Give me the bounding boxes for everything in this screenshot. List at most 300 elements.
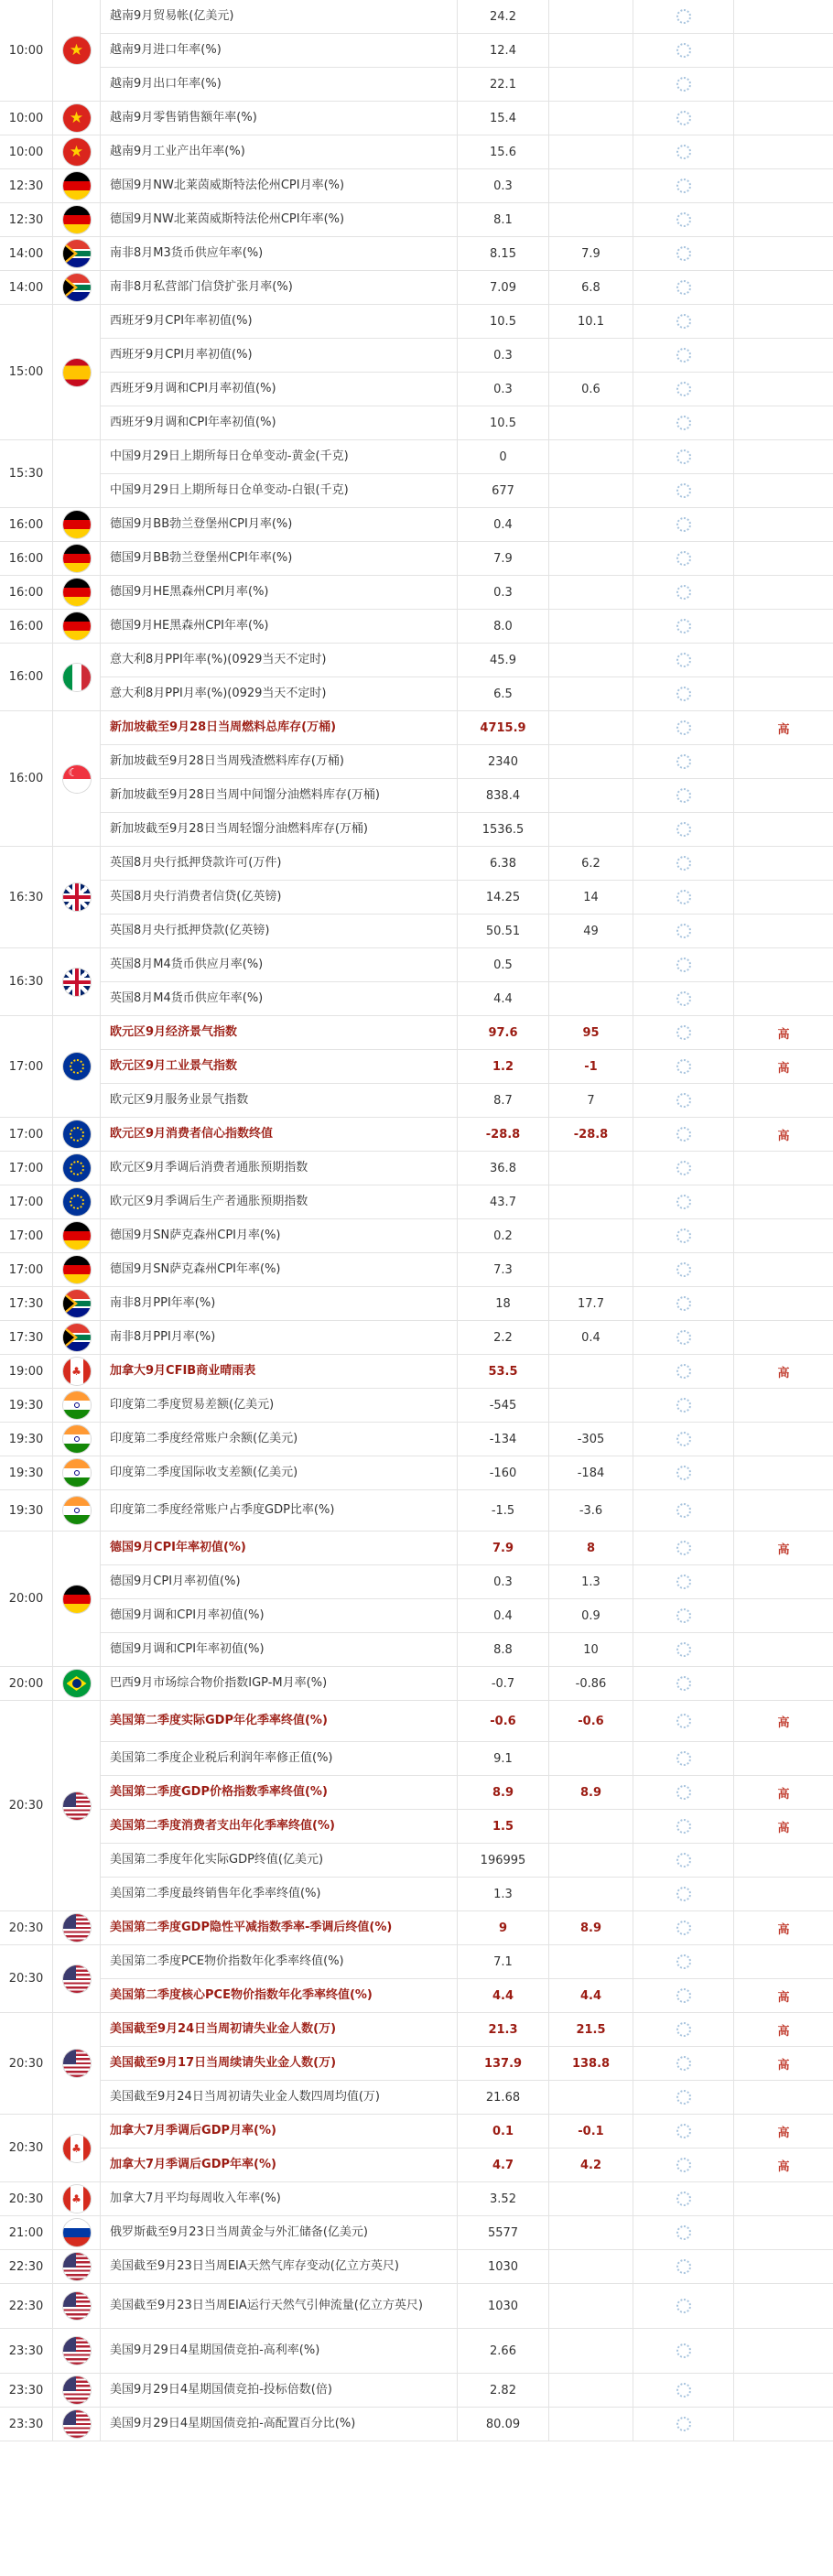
loading-spinner-icon bbox=[676, 2299, 691, 2313]
forecast-value bbox=[549, 474, 633, 507]
loading-spinner-icon bbox=[676, 754, 691, 769]
importance-label bbox=[734, 271, 833, 304]
indicator-row[interactable] bbox=[101, 880, 833, 914]
indicator-row[interactable] bbox=[101, 610, 833, 643]
indicator-name[interactable]: 美国截至9月17日当周续请失业金人数(万) bbox=[101, 2047, 458, 2080]
actual-value bbox=[633, 711, 734, 744]
indicator-name[interactable]: 印度第二季度经常账户余额(亿美元) bbox=[101, 1423, 458, 1456]
indicator-name[interactable]: 西班牙9月CPI年率初值(%) bbox=[101, 305, 458, 338]
loading-spinner-icon bbox=[676, 1262, 691, 1277]
indicator-name[interactable]: 越南9月进口年率(%) bbox=[101, 34, 458, 67]
event-group bbox=[0, 1423, 833, 1456]
event-time: 14:00 bbox=[0, 271, 53, 304]
indicator-name[interactable]: 西班牙9月调和CPI月率初值(%) bbox=[101, 373, 458, 406]
indicator-row[interactable] bbox=[101, 778, 833, 812]
indicator-row[interactable] bbox=[101, 948, 833, 981]
loading-spinner-icon bbox=[676, 1161, 691, 1175]
indicator-name[interactable]: 西班牙9月CPI月率初值(%) bbox=[101, 339, 458, 372]
flag-germany-icon bbox=[63, 579, 91, 606]
indicator-name[interactable]: 德国9月BB勃兰登堡州CPI年率(%) bbox=[101, 542, 458, 575]
indicator-name[interactable]: 欧元区9月经济景气指数 bbox=[101, 1016, 458, 1049]
indicator-row[interactable] bbox=[101, 1667, 833, 1700]
country-flag-cell bbox=[53, 1321, 101, 1354]
indicator-name[interactable]: 美国9月29日4星期国债竞拍-高配置百分比(%) bbox=[101, 2408, 458, 2441]
previous-value: 0.3 bbox=[458, 169, 549, 202]
forecast-value bbox=[549, 2081, 633, 2114]
indicator-row[interactable] bbox=[101, 711, 833, 744]
country-flag-cell bbox=[53, 847, 101, 947]
indicator-row[interactable] bbox=[101, 2080, 833, 2114]
indicator-name[interactable]: 印度第二季度贸易差额(亿美元) bbox=[101, 1389, 458, 1422]
event-time: 20:00 bbox=[0, 1667, 53, 1700]
indicator-name[interactable]: 美国第二季度PCE物价指数年化季率终值(%) bbox=[101, 1945, 458, 1978]
indicator-row[interactable] bbox=[101, 676, 833, 710]
importance-label bbox=[734, 779, 833, 812]
forecast-value bbox=[549, 440, 633, 473]
country-flag-cell bbox=[53, 1423, 101, 1456]
indicator-row[interactable] bbox=[101, 1083, 833, 1117]
indicator-name[interactable]: 英国8月M4货币供应年率(%) bbox=[101, 982, 458, 1015]
indicator-name[interactable]: 德国9月BB勃兰登堡州CPI月率(%) bbox=[101, 508, 458, 541]
previous-value: 1030 bbox=[458, 2284, 549, 2328]
loading-spinner-icon bbox=[676, 2124, 691, 2138]
previous-value: 12.4 bbox=[458, 34, 549, 67]
loading-spinner-icon bbox=[676, 1398, 691, 1412]
indicator-row[interactable] bbox=[101, 67, 833, 101]
indicator-name[interactable]: 西班牙9月调和CPI年率初值(%) bbox=[101, 406, 458, 439]
previous-value: 7.9 bbox=[458, 1532, 549, 1564]
forecast-value bbox=[549, 1152, 633, 1185]
previous-value: 0.3 bbox=[458, 373, 549, 406]
indicator-row[interactable] bbox=[101, 1389, 833, 1422]
event-group bbox=[0, 948, 833, 1016]
indicator-row[interactable] bbox=[101, 542, 833, 575]
actual-value bbox=[633, 1532, 734, 1564]
event-time: 16:30 bbox=[0, 948, 53, 1015]
importance-label bbox=[734, 745, 833, 778]
indicator-row[interactable] bbox=[101, 1490, 833, 1531]
indicator-name[interactable]: 德国9月调和CPI月率初值(%) bbox=[101, 1599, 458, 1632]
actual-value bbox=[633, 1321, 734, 1354]
event-group bbox=[0, 2182, 833, 2216]
importance-label: 高 bbox=[777, 1542, 790, 1557]
flag-usa-icon bbox=[63, 1914, 91, 1942]
indicator-name[interactable]: 美国第二季度GDP隐性平减指数季率-季调后终值(%) bbox=[101, 1911, 458, 1944]
indicator-name[interactable]: 中国9月29日上期所每日仓单变动-白银(千克) bbox=[101, 474, 458, 507]
indicator-row[interactable] bbox=[101, 2046, 833, 2080]
indicator-name[interactable]: 中国9月29日上期所每日仓单变动-黄金(千克) bbox=[101, 440, 458, 473]
indicator-row[interactable] bbox=[101, 1877, 833, 1910]
indicator-row[interactable] bbox=[101, 576, 833, 609]
event-group bbox=[0, 1321, 833, 1355]
indicator-row[interactable] bbox=[101, 473, 833, 507]
importance-label bbox=[734, 1878, 833, 1910]
loading-spinner-icon bbox=[676, 2259, 691, 2274]
indicator-row[interactable] bbox=[101, 1152, 833, 1185]
flag-germany-icon bbox=[63, 1222, 91, 1250]
indicator-row[interactable] bbox=[101, 33, 833, 67]
event-time: 22:30 bbox=[0, 2250, 53, 2283]
indicator-row[interactable] bbox=[101, 1118, 833, 1151]
indicator-row[interactable] bbox=[101, 2148, 833, 2181]
indicator-name[interactable]: 越南9月贸易帐(亿美元) bbox=[101, 0, 458, 33]
previous-value: 8.0 bbox=[458, 610, 549, 643]
indicator-name[interactable]: 德国9月NW北莱茵威斯特法伦州CPI年率(%) bbox=[101, 203, 458, 236]
event-group bbox=[0, 1287, 833, 1321]
indicator-name[interactable]: 德国9月HE黑森州CPI月率(%) bbox=[101, 576, 458, 609]
indicator-row[interactable] bbox=[101, 812, 833, 846]
loading-spinner-icon bbox=[676, 2343, 691, 2358]
importance-label bbox=[734, 135, 833, 168]
indicator-name[interactable]: 德国9月NW北莱茵威斯特法伦州CPI月率(%) bbox=[101, 169, 458, 202]
importance-label bbox=[734, 644, 833, 676]
loading-spinner-icon bbox=[676, 720, 691, 735]
country-flag-cell bbox=[53, 440, 101, 507]
event-group bbox=[0, 2115, 833, 2182]
loading-spinner-icon bbox=[676, 2158, 691, 2172]
importance-label bbox=[734, 915, 833, 947]
importance-label bbox=[734, 440, 833, 473]
indicator-row[interactable] bbox=[101, 1423, 833, 1456]
event-group bbox=[0, 1118, 833, 1152]
actual-value bbox=[633, 576, 734, 609]
indicator-name[interactable]: 越南9月工业产出年率(%) bbox=[101, 135, 458, 168]
indicator-row[interactable] bbox=[101, 237, 833, 270]
importance-label: 高 bbox=[777, 1061, 790, 1076]
actual-value bbox=[633, 1911, 734, 1944]
event-time: 20:30 bbox=[0, 2013, 53, 2114]
forecast-value bbox=[549, 203, 633, 236]
flag-germany-icon bbox=[63, 1586, 91, 1613]
event-group bbox=[0, 2408, 833, 2441]
actual-value bbox=[633, 0, 734, 33]
loading-spinner-icon bbox=[676, 246, 691, 261]
indicator-name[interactable]: 英国8月央行抵押贷款许可(万件) bbox=[101, 847, 458, 880]
indicator-name[interactable]: 南非8月M3货币供应年率(%) bbox=[101, 237, 458, 270]
indicator-name[interactable]: 英国8月央行消费者信贷(亿英镑) bbox=[101, 881, 458, 914]
indicator-row[interactable] bbox=[101, 1741, 833, 1775]
loading-spinner-icon bbox=[676, 449, 691, 464]
previous-value: 22.1 bbox=[458, 68, 549, 101]
indicator-name[interactable]: 德国9月SN萨克森州CPI年率(%) bbox=[101, 1253, 458, 1286]
forecast-value: 0.9 bbox=[549, 1599, 633, 1632]
indicator-row[interactable] bbox=[101, 338, 833, 372]
indicator-row[interactable] bbox=[101, 981, 833, 1015]
indicator-row[interactable] bbox=[101, 2216, 833, 2249]
previous-value: 10.5 bbox=[458, 305, 549, 338]
indicator-row[interactable] bbox=[101, 1945, 833, 1978]
country-flag-cell bbox=[53, 1389, 101, 1422]
loading-spinner-icon bbox=[676, 1466, 691, 1480]
forecast-value bbox=[549, 813, 633, 846]
event-time: 16:00 bbox=[0, 576, 53, 609]
previous-value: 24.2 bbox=[458, 0, 549, 33]
indicator-row[interactable] bbox=[101, 508, 833, 541]
indicator-row[interactable] bbox=[101, 1185, 833, 1218]
actual-value bbox=[633, 1355, 734, 1388]
indicator-row[interactable] bbox=[101, 169, 833, 202]
indicator-name[interactable]: 加拿大7月季调后GDP年率(%) bbox=[101, 2148, 458, 2181]
country-flag-cell bbox=[53, 1456, 101, 1489]
indicator-row[interactable] bbox=[101, 1049, 833, 1083]
indicator-row[interactable] bbox=[101, 1016, 833, 1049]
event-time: 20:30 bbox=[0, 1701, 53, 1910]
loading-spinner-icon bbox=[676, 2225, 691, 2240]
importance-label bbox=[734, 1456, 833, 1489]
forecast-value: 0.4 bbox=[549, 1321, 633, 1354]
indicator-name[interactable]: 南非8月PPI月率(%) bbox=[101, 1321, 458, 1354]
flag-germany-icon bbox=[63, 172, 91, 200]
event-time: 19:30 bbox=[0, 1490, 53, 1531]
indicator-name[interactable]: 美国第二季度企业税后利润年率修正值(%) bbox=[101, 1742, 458, 1775]
flag-spain-icon bbox=[63, 359, 91, 386]
event-group bbox=[0, 610, 833, 644]
indicator-name[interactable]: 加拿大7月季调后GDP月率(%) bbox=[101, 2115, 458, 2148]
flag-vietnam-icon bbox=[63, 138, 91, 166]
forecast-value: 1.3 bbox=[549, 1565, 633, 1598]
indicator-name[interactable]: 新加坡截至9月28日当周燃料总库存(万桶) bbox=[101, 711, 458, 744]
indicator-row[interactable] bbox=[101, 271, 833, 304]
indicator-row[interactable] bbox=[101, 1843, 833, 1877]
forecast-value: 7.9 bbox=[549, 237, 633, 270]
indicator-row[interactable] bbox=[101, 1564, 833, 1598]
indicator-name[interactable]: 越南9月出口年率(%) bbox=[101, 68, 458, 101]
flag-usa-icon bbox=[63, 2292, 91, 2320]
indicator-name[interactable]: 美国第二季度实际GDP年化季率终值(%) bbox=[101, 1701, 458, 1741]
actual-value bbox=[633, 881, 734, 914]
indicator-name[interactable]: 德国9月CPI月率初值(%) bbox=[101, 1565, 458, 1598]
previous-value: 36.8 bbox=[458, 1152, 549, 1185]
indicator-name[interactable]: 美国第二季度消费者支出年化季率终值(%) bbox=[101, 1810, 458, 1843]
country-flag-cell bbox=[53, 135, 101, 168]
indicator-name[interactable]: 意大利8月PPI月率(%)(0929当天不定时) bbox=[101, 677, 458, 710]
indicator-name[interactable]: 印度第二季度国际收支差额(亿美元) bbox=[101, 1456, 458, 1489]
indicator-name[interactable]: 美国第二季度GDP价格指数季率终值(%) bbox=[101, 1776, 458, 1809]
event-group bbox=[0, 1490, 833, 1532]
country-flag-cell bbox=[53, 542, 101, 575]
actual-value bbox=[633, 1701, 734, 1741]
flag-germany-icon bbox=[63, 511, 91, 538]
previous-value: 677 bbox=[458, 474, 549, 507]
indicator-row[interactable] bbox=[101, 744, 833, 778]
indicator-name[interactable]: 英国8月央行抵押贷款(亿英镑) bbox=[101, 915, 458, 947]
indicator-row[interactable] bbox=[101, 1809, 833, 1843]
indicator-row[interactable] bbox=[101, 372, 833, 406]
event-time: 16:00 bbox=[0, 508, 53, 541]
indicator-row[interactable] bbox=[101, 1775, 833, 1809]
indicator-name[interactable]: 巴西9月市场综合物价指数IGP-M月率(%) bbox=[101, 1667, 458, 1700]
indicator-name[interactable]: 美国截至9月23日当周EIA天然气库存变动(亿立方英尺) bbox=[101, 2250, 458, 2283]
previous-value: 4715.9 bbox=[458, 711, 549, 744]
country-flag-cell bbox=[53, 948, 101, 1015]
indicator-name[interactable]: 越南9月零售销售额年率(%) bbox=[101, 102, 458, 135]
indicator-row[interactable] bbox=[101, 2329, 833, 2373]
indicator-row[interactable] bbox=[101, 1253, 833, 1286]
indicator-row[interactable] bbox=[101, 1355, 833, 1388]
actual-value bbox=[633, 745, 734, 778]
forecast-value bbox=[549, 2182, 633, 2215]
flag-germany-icon bbox=[63, 206, 91, 233]
indicator-row[interactable] bbox=[101, 2013, 833, 2046]
actual-value bbox=[633, 2115, 734, 2148]
indicator-name[interactable]: 德国9月CPI年率初值(%) bbox=[101, 1532, 458, 1564]
indicator-name[interactable]: 加拿大9月CFIB商业晴雨表 bbox=[101, 1355, 458, 1388]
importance-label bbox=[734, 948, 833, 981]
indicator-name[interactable]: 英国8月M4货币供应月率(%) bbox=[101, 948, 458, 981]
indicator-name[interactable]: 南非8月PPI年率(%) bbox=[101, 1287, 458, 1320]
event-time: 21:00 bbox=[0, 2216, 53, 2249]
indicator-row[interactable] bbox=[101, 1598, 833, 1632]
importance-label bbox=[734, 2081, 833, 2114]
indicator-name[interactable]: 欧元区9月服务业景气指数 bbox=[101, 1084, 458, 1117]
indicator-row[interactable] bbox=[101, 1219, 833, 1252]
indicator-name[interactable]: 欧元区9月消费者信心指数终值 bbox=[101, 1118, 458, 1151]
event-time: 16:00 bbox=[0, 542, 53, 575]
importance-label bbox=[734, 677, 833, 710]
indicator-row[interactable] bbox=[101, 305, 833, 338]
previous-value: 0.3 bbox=[458, 576, 549, 609]
indicator-row[interactable] bbox=[101, 2284, 833, 2328]
indicator-row[interactable] bbox=[101, 0, 833, 33]
indicator-name[interactable]: 印度第二季度经常账户占季度GDP比率(%) bbox=[101, 1490, 458, 1531]
indicator-name[interactable]: 欧元区9月季调后生产者通胀预期指数 bbox=[101, 1185, 458, 1218]
indicator-row[interactable] bbox=[101, 1532, 833, 1564]
actual-value bbox=[633, 440, 734, 473]
indicator-row[interactable] bbox=[101, 1911, 833, 1944]
indicator-name[interactable]: 美国截至9月24日当周初请失业金人数(万) bbox=[101, 2013, 458, 2046]
indicator-row[interactable] bbox=[101, 847, 833, 880]
indicator-row[interactable] bbox=[101, 102, 833, 135]
previous-value: 0.3 bbox=[458, 339, 549, 372]
indicator-name[interactable]: 美国9月29日4星期国债竞拍-投标倍数(倍) bbox=[101, 2374, 458, 2407]
importance-label bbox=[734, 1084, 833, 1117]
indicator-name[interactable]: 美国截至9月23日当周EIA运行天然气引伸流量(亿立方英尺) bbox=[101, 2284, 458, 2328]
indicator-row[interactable] bbox=[101, 1701, 833, 1741]
flag-uk-icon bbox=[63, 969, 91, 996]
importance-label: 高 bbox=[777, 1027, 790, 1042]
forecast-value bbox=[549, 711, 633, 744]
indicator-name[interactable]: 德国9月HE黑森州CPI年率(%) bbox=[101, 610, 458, 643]
event-group bbox=[0, 1016, 833, 1118]
indicator-name[interactable]: 南非8月私营部门信贷扩张月率(%) bbox=[101, 271, 458, 304]
country-flag-cell bbox=[53, 508, 101, 541]
indicator-name[interactable]: 德国9月SN萨克森州CPI月率(%) bbox=[101, 1219, 458, 1252]
indicator-row[interactable] bbox=[101, 1287, 833, 1320]
indicator-name[interactable]: 欧元区9月季调后消费者通胀预期指数 bbox=[101, 1152, 458, 1185]
forecast-value: -305 bbox=[549, 1423, 633, 1456]
forecast-value: 0.6 bbox=[549, 373, 633, 406]
flag-usa-icon bbox=[63, 1965, 91, 1993]
forecast-value: 95 bbox=[549, 1016, 633, 1049]
indicator-row[interactable] bbox=[101, 2182, 833, 2215]
country-flag-cell bbox=[53, 2329, 101, 2373]
event-time: 17:30 bbox=[0, 1287, 53, 1320]
actual-value bbox=[633, 1565, 734, 1598]
indicator-name[interactable]: 加拿大7月平均每周收入年率(%) bbox=[101, 2182, 458, 2215]
country-flag-cell bbox=[53, 1287, 101, 1320]
indicator-row[interactable] bbox=[101, 1321, 833, 1354]
country-flag-cell bbox=[53, 644, 101, 710]
indicator-name[interactable]: 美国9月29日4星期国债竞拍-高利率(%) bbox=[101, 2329, 458, 2373]
indicator-name[interactable]: 德国9月调和CPI年率初值(%) bbox=[101, 1633, 458, 1666]
event-group bbox=[0, 1532, 833, 1667]
previous-value: 43.7 bbox=[458, 1185, 549, 1218]
indicator-name[interactable]: 俄罗斯截至9月23日当周黄金与外汇储备(亿美元) bbox=[101, 2216, 458, 2249]
loading-spinner-icon bbox=[676, 991, 691, 1006]
actual-value bbox=[633, 1844, 734, 1877]
previous-value: 0.5 bbox=[458, 948, 549, 981]
indicator-row[interactable] bbox=[101, 914, 833, 947]
indicator-row[interactable] bbox=[101, 135, 833, 168]
indicator-row[interactable] bbox=[101, 203, 833, 236]
actual-value bbox=[633, 677, 734, 710]
importance-label: 高 bbox=[777, 1821, 790, 1835]
flag-usa-icon bbox=[63, 2253, 91, 2280]
indicator-row[interactable] bbox=[101, 1978, 833, 2012]
country-flag-cell bbox=[53, 2115, 101, 2181]
flag-eu-icon bbox=[63, 1154, 91, 1182]
event-group bbox=[0, 271, 833, 305]
forecast-value bbox=[549, 779, 633, 812]
actual-value bbox=[633, 305, 734, 338]
indicator-name[interactable]: 美国截至9月24日当周初请失业金人数四周均值(万) bbox=[101, 2081, 458, 2114]
event-time: 23:30 bbox=[0, 2374, 53, 2407]
importance-label bbox=[734, 1633, 833, 1666]
indicator-name[interactable]: 新加坡截至9月28日当周轻馏分油燃料库存(万桶) bbox=[101, 813, 458, 846]
flag-germany-icon bbox=[63, 1256, 91, 1283]
indicator-name[interactable]: 新加坡截至9月28日当周残渣燃料库存(万桶) bbox=[101, 745, 458, 778]
actual-value bbox=[633, 1050, 734, 1083]
indicator-row[interactable] bbox=[101, 644, 833, 676]
actual-value bbox=[633, 2081, 734, 2114]
actual-value bbox=[633, 1084, 734, 1117]
previous-value: 18 bbox=[458, 1287, 549, 1320]
indicator-row[interactable] bbox=[101, 440, 833, 473]
importance-label bbox=[734, 2250, 833, 2283]
indicator-name[interactable]: 美国第二季度核心PCE物价指数年化季率终值(%) bbox=[101, 1979, 458, 2012]
event-time: 17:00 bbox=[0, 1016, 53, 1117]
forecast-value bbox=[549, 1355, 633, 1388]
indicator-name[interactable]: 意大利8月PPI年率(%)(0929当天不定时) bbox=[101, 644, 458, 676]
importance-label bbox=[734, 305, 833, 338]
indicator-row[interactable] bbox=[101, 406, 833, 439]
indicator-row[interactable] bbox=[101, 1632, 833, 1666]
event-group bbox=[0, 2216, 833, 2250]
actual-value bbox=[633, 339, 734, 372]
importance-label: 高 bbox=[777, 1716, 790, 1730]
previous-value: 196995 bbox=[458, 1844, 549, 1877]
indicator-row[interactable] bbox=[101, 2374, 833, 2407]
previous-value: 0.1 bbox=[458, 2115, 549, 2148]
actual-value bbox=[633, 915, 734, 947]
actual-value bbox=[633, 982, 734, 1015]
loading-spinner-icon bbox=[676, 111, 691, 125]
loading-spinner-icon bbox=[676, 280, 691, 295]
forecast-value bbox=[549, 2374, 633, 2407]
event-group bbox=[0, 1152, 833, 1185]
indicator-name[interactable]: 美国第二季度最终销售年化季率终值(%) bbox=[101, 1878, 458, 1910]
previous-value: 14.25 bbox=[458, 881, 549, 914]
indicator-row[interactable] bbox=[101, 2115, 833, 2148]
previous-value: 1536.5 bbox=[458, 813, 549, 846]
indicator-name[interactable]: 欧元区9月工业景气指数 bbox=[101, 1050, 458, 1083]
indicator-row[interactable] bbox=[101, 2250, 833, 2283]
indicator-row[interactable] bbox=[101, 2408, 833, 2441]
flag-usa-icon bbox=[63, 2410, 91, 2438]
indicator-name[interactable]: 美国第二季度年化实际GDP终值(亿美元) bbox=[101, 1844, 458, 1877]
indicator-name[interactable]: 新加坡截至9月28日当周中间馏分油燃料库存(万桶) bbox=[101, 779, 458, 812]
indicator-row[interactable] bbox=[101, 1456, 833, 1489]
